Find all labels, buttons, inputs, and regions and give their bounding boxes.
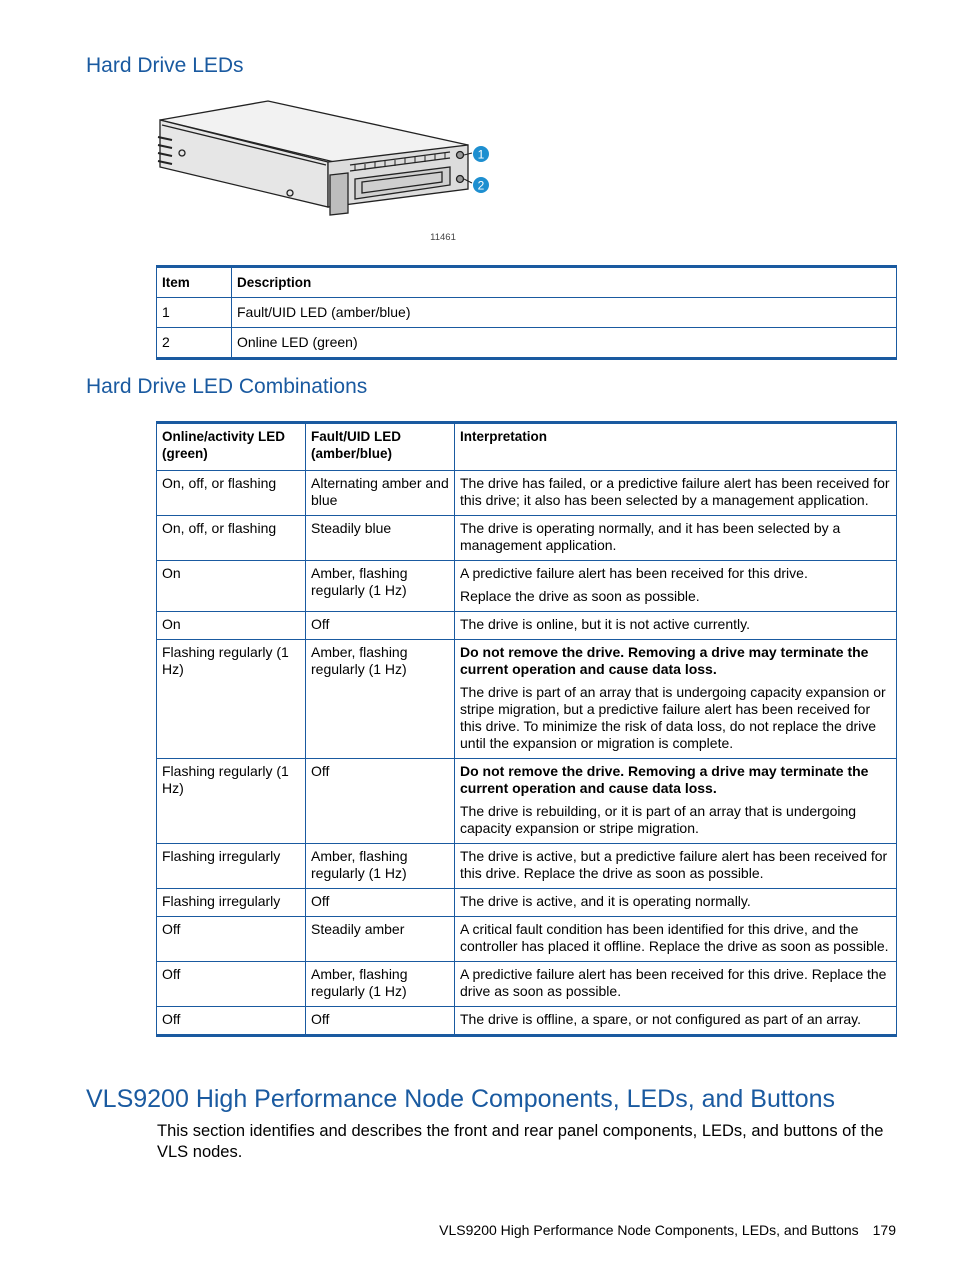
table-header-online-led: Online/activity LED (green) <box>157 423 306 471</box>
table-cell: Fault/UID LED (amber/blue) <box>232 298 897 328</box>
table-cell: Flashing regularly (1 Hz) <box>157 759 306 844</box>
table-cell: On <box>157 612 306 640</box>
table-cell: Amber, flashing regularly (1 Hz) <box>306 561 455 612</box>
table-cell: Steadily amber <box>306 917 455 962</box>
table-cell: Off <box>306 612 455 640</box>
page-number: 179 <box>872 1222 896 1238</box>
table-row <box>157 759 897 844</box>
interpretation-text: The drive is active, but a predictive failure alert has been received for this drive. Replace the drive as soon as possible. <box>460 848 888 881</box>
table-row <box>157 640 897 759</box>
section-intro: This section identifies and describes the front and rear panel components, LEDs, and buttons of the VLS nodes. <box>157 1122 884 1161</box>
warning-text: Do not remove the drive. Removing a drive may terminate the current operation and cause data loss. <box>460 763 869 796</box>
callout-1 <box>473 146 489 162</box>
table-cell: Off <box>306 759 455 844</box>
hard-drive-leds-table <box>156 265 897 360</box>
table-row <box>157 561 897 612</box>
interpretation-cell <box>455 640 897 759</box>
table-cell: Steadily blue <box>306 516 455 561</box>
svg-text:1: 1 <box>477 147 485 162</box>
warning-text: Do not remove the drive. Removing a drive may terminate the current operation and cause data loss. <box>460 644 869 677</box>
hard-drive-illustration <box>150 95 500 255</box>
interpretation-text: The drive is offline, a spare, or not configured as part of an array. <box>460 1011 862 1027</box>
table-cell: Flashing irregularly <box>157 889 306 917</box>
table-header-description: Description <box>232 267 897 298</box>
section-title-vls9200: VLS9200 High Performance Node Components, LEDs, and Buttons <box>86 1085 836 1113</box>
interpretation-cell <box>455 516 897 561</box>
table-row <box>157 298 897 328</box>
interpretation-text: A critical fault condition has been identified for this drive, and the controller has placed it offline. Replace the drive as soon as possible. <box>460 921 889 954</box>
interpretation-text: A predictive failure alert has been received for this drive. <box>460 565 808 581</box>
table-row <box>157 917 897 962</box>
table-cell: On, off, or flashing <box>157 516 306 561</box>
table-cell: Off <box>157 917 306 962</box>
table-row <box>157 962 897 1007</box>
interpretation-cell <box>455 561 897 612</box>
table-row <box>157 1007 897 1036</box>
callout-2 <box>473 177 489 193</box>
interpretation-text: The drive is active, and it is operating normally. <box>460 893 751 909</box>
table-cell: Online LED (green) <box>232 328 897 359</box>
table-row <box>157 328 897 359</box>
table-cell: Off <box>157 962 306 1007</box>
interpretation-text: Replace the drive as soon as possible. <box>460 588 700 604</box>
interpretation-cell <box>455 962 897 1007</box>
table-row <box>157 889 897 917</box>
table-row <box>157 516 897 561</box>
table-cell: Flashing regularly (1 Hz) <box>157 640 306 759</box>
table-cell: Amber, flashing regularly (1 Hz) <box>306 640 455 759</box>
table-cell: On <box>157 561 306 612</box>
led-combinations-table <box>156 421 897 1037</box>
table-cell: 1 <box>157 298 232 328</box>
table-cell: Off <box>306 1007 455 1036</box>
interpretation-text: The drive is rebuilding, or it is part of an array that is undergoing capacity expansion or stripe migration. <box>460 803 857 836</box>
interpretation-cell <box>455 1007 897 1036</box>
interpretation-cell <box>455 889 897 917</box>
table-row <box>157 471 897 516</box>
interpretation-cell <box>455 917 897 962</box>
table-header-interpretation: Interpretation <box>455 423 897 471</box>
figure-caption: 11461 <box>430 232 456 243</box>
interpretation-cell <box>455 759 897 844</box>
table-cell: Off <box>157 1007 306 1036</box>
table-header-fault-led: Fault/UID LED (amber/blue) <box>306 423 455 471</box>
table-row <box>157 844 897 889</box>
table-cell: Amber, flashing regularly (1 Hz) <box>306 844 455 889</box>
table-row <box>157 612 897 640</box>
table-cell: 2 <box>157 328 232 359</box>
table-cell: On, off, or flashing <box>157 471 306 516</box>
interpretation-text: A predictive failure alert has been received for this drive. Replace the drive as soon as possible. <box>460 966 887 999</box>
table-header-item: Item <box>157 267 232 298</box>
svg-text:2: 2 <box>477 178 485 193</box>
footer-title: VLS9200 High Performance Node Components, LEDs, and Buttons <box>439 1222 859 1238</box>
page-footer <box>439 1222 896 1238</box>
section-title-hard-drive-leds: Hard Drive LEDs <box>86 54 244 77</box>
table-cell: Off <box>306 889 455 917</box>
section-title-led-combinations: Hard Drive LED Combinations <box>86 375 368 398</box>
interpretation-cell <box>455 612 897 640</box>
interpretation-cell <box>455 844 897 889</box>
table-cell: Flashing irregularly <box>157 844 306 889</box>
interpretation-cell <box>455 471 897 516</box>
interpretation-text: The drive is part of an array that is undergoing capacity expansion or stripe migration, but a predictive failure alert has been received for this drive. To minimize the risk of data loss, do not replace the drive until the expansion or migration is complete. <box>460 684 886 751</box>
table-cell: Amber, flashing regularly (1 Hz) <box>306 962 455 1007</box>
interpretation-text: The drive is online, but it is not active currently. <box>460 616 750 632</box>
interpretation-text: The drive is operating normally, and it has been selected by a management application. <box>460 520 841 553</box>
interpretation-text: The drive has failed, or a predictive failure alert has been received for this drive; it also has been selected by a management application. <box>460 475 890 508</box>
table-cell: Alternating amber and blue <box>306 471 455 516</box>
